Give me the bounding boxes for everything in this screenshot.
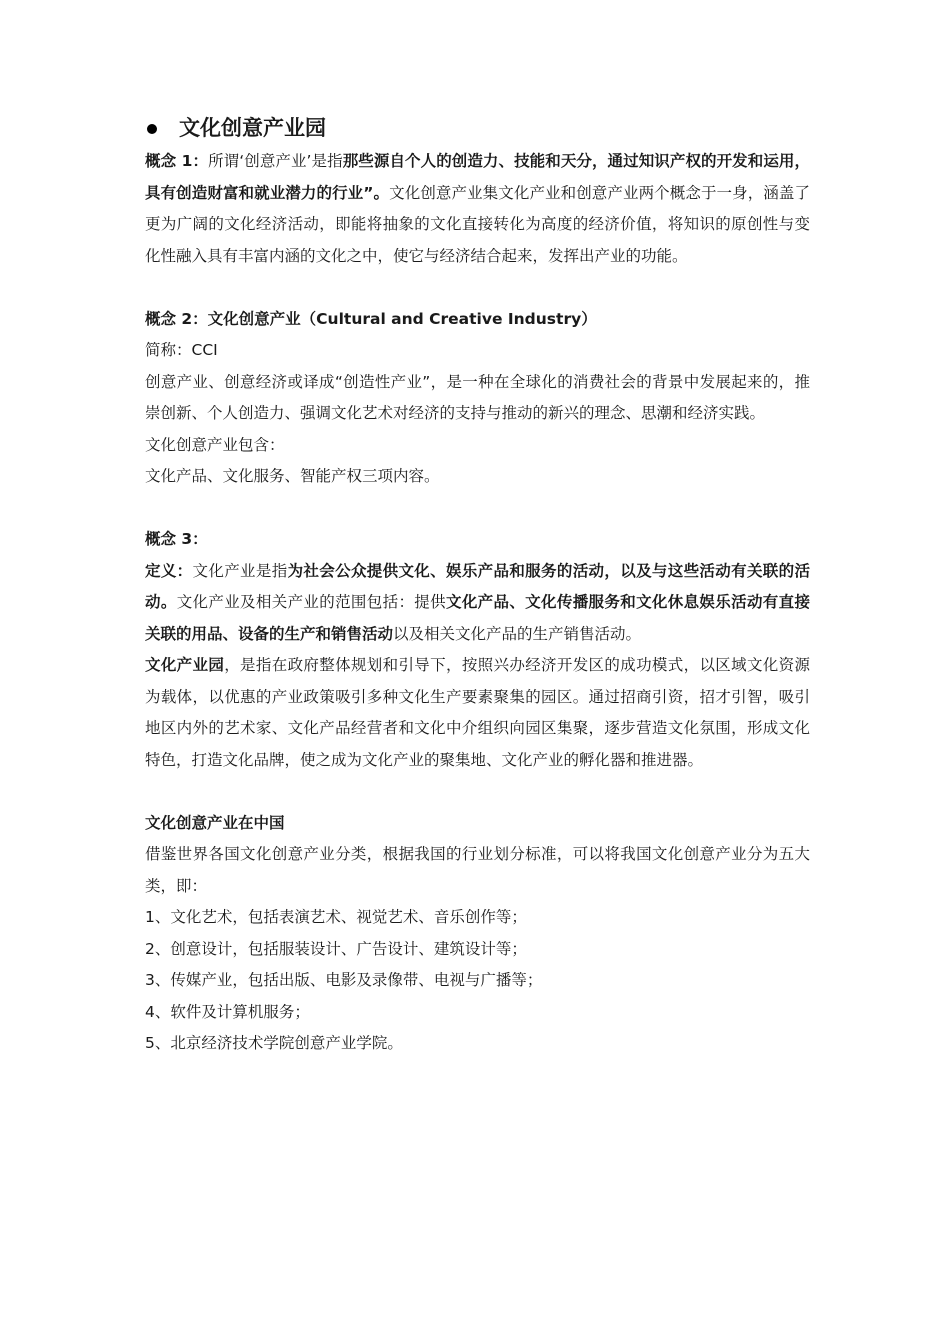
concept2-desc: 创意产业、创意经济或译成“创造性产业”，是一种在全球化的消费社会的背景中发展起来的，推崇创新、个人创造力、强调文化艺术对经济的支持与推动的新兴的理念、思潮和经济实践。 bbox=[145, 372, 810, 422]
concept2-label bbox=[145, 304, 810, 336]
list-item: 5、北京经济技术学院创意产业学院。 bbox=[145, 1034, 403, 1052]
concept2-includes-label: 文化创意产业包含： bbox=[145, 435, 285, 454]
concept3-def-label: 定义： bbox=[145, 561, 193, 580]
list-item: 3、传媒产业，包括出版、电影及录像带、电视与广播等； bbox=[145, 971, 543, 989]
concept2-abbr: 简称：CCI bbox=[145, 341, 218, 359]
concept1-text2: 文化创意产业集文化产业和创意产业两个概念于一身，涵盖了更为广阔的文化经济活动，即能将抽象的文化直接转化为高度的经济价值，将知识的原创性与变化性融入具有丰富内涵的文化之中，使它与经济结合起来，发挥出产业的功能。 bbox=[145, 183, 810, 265]
china-intro: 借鉴世界各国文化创意产业分类，根据我国的行业划分标准，可以将我国文化创意产业分为五大类，即： bbox=[145, 845, 810, 895]
concept1-bold1: 那些源自个人的创造力、技能和天分，通过知识产权的开发和运用，具有创造财富和就业潜力的行业”。 bbox=[145, 152, 810, 202]
bullet-icon bbox=[147, 124, 157, 134]
document-body bbox=[145, 112, 810, 1060]
concept3-park-label: 文化产业园 bbox=[145, 656, 225, 674]
concept3-def-bold2: 文化产品、文化传播服务和文化休息娱乐活动有直接关联的用品、设备的生产和销售活动 bbox=[145, 593, 810, 643]
list-item: 1、文化艺术，包括表演艺术、视觉艺术、音乐创作等； bbox=[145, 908, 527, 926]
concept1-text1: 所谓‘创意产业’是指 bbox=[208, 152, 343, 170]
section-heading bbox=[145, 112, 810, 146]
list-item: 4、软件及计算机服务； bbox=[145, 1002, 310, 1021]
concept3-label-text: 概念 3： bbox=[145, 530, 208, 548]
concept3-def-bold1: 为社会公众提供文化、娱乐产品和服务的活动，以及与这些活动有关联的活动。 bbox=[145, 561, 810, 611]
concept3-def-text1: 文化产业是指 bbox=[192, 561, 288, 580]
concept2-label-text: 概念 2：文化创意产业（Cultural and Creative Industry） bbox=[145, 309, 597, 328]
concept3-def-text2: 文化产业及相关产业的范围包括：提供 bbox=[176, 593, 446, 611]
concept3-label bbox=[145, 524, 810, 556]
concept3-park-text: ，是指在政府整体规划和引导下，按照兴办经济开发区的成功模式，以区域文化资源为载体，以优惠的产业政策吸引多种文化生产要素聚集的园区。通过招商引资，招才引智，吸引地区内外的艺术家、文化产品经营者和文化中介组织向园区集聚，逐步营造文化氛围，形成文化特色，打造文化品牌，使之成为文化产业的聚集地、文化产业的孵化器和推进器。 bbox=[145, 656, 810, 769]
china-title-text: 文化创意产业在中国 bbox=[145, 813, 285, 832]
concept3-def-text3: 以及相关文化产品的生产销售活动。 bbox=[393, 624, 642, 643]
concept1-label: 概念 1： bbox=[145, 152, 209, 170]
china-title bbox=[145, 808, 810, 840]
concept3-park bbox=[145, 650, 810, 776]
section-title: 文化创意产业园 bbox=[179, 116, 326, 141]
list-item: 2、创意设计，包括服装设计、广告设计、建筑设计等； bbox=[145, 939, 527, 958]
concept3-definition bbox=[145, 556, 810, 651]
concept2-includes: 文化产品、文化服务、智能产权三项内容。 bbox=[145, 467, 440, 485]
concept1-paragraph bbox=[145, 146, 810, 272]
